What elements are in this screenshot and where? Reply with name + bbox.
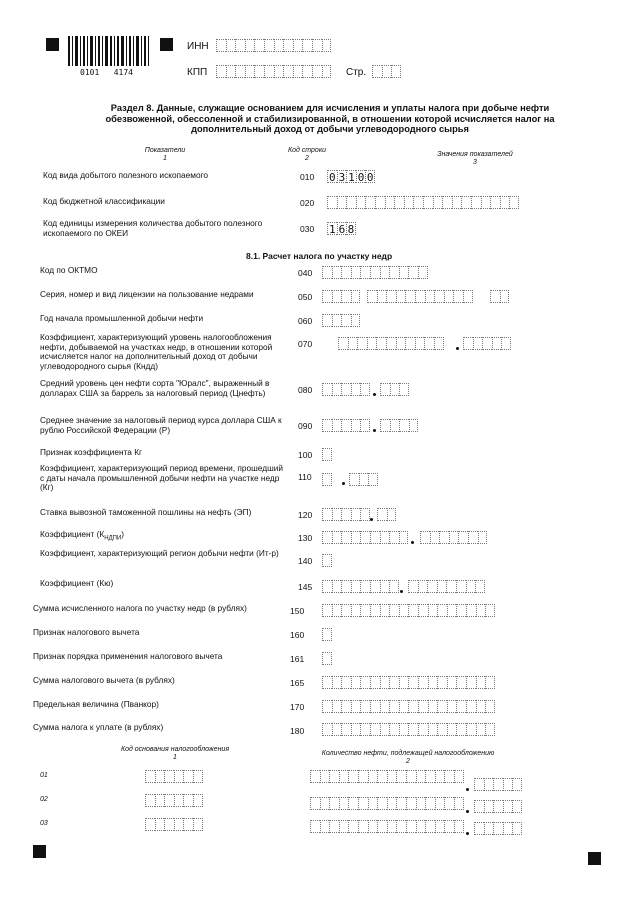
decimal-point — [400, 590, 403, 593]
row-code: 090 — [298, 421, 313, 431]
row-label: Ставка вывозной таможенной пошлины на нефть (ЭП) — [40, 507, 252, 517]
decimal-point — [456, 347, 459, 350]
row-code: 010 — [300, 172, 315, 182]
inn-label: ИНН — [187, 41, 209, 52]
kndpi-fraction-field[interactable] — [420, 531, 487, 544]
row-code: 050 — [298, 292, 313, 302]
oktmo-field[interactable] — [322, 266, 428, 279]
row-code: 145 — [298, 582, 313, 592]
row-label: Год начала промышленной добычи нефти — [40, 313, 204, 323]
mineral-type-code-field[interactable]: 0 3 1 0 0 — [328, 171, 374, 184]
calculated-tax-field[interactable] — [322, 604, 495, 617]
row-label: Коэффициент, характеризующий период времени, прошедший с даты начала промышленной добычи нефти на участке недр (Кг) — [40, 463, 284, 493]
decimal-point — [466, 788, 469, 791]
deduction-order-field[interactable] — [322, 652, 332, 665]
basis-code-field[interactable] — [145, 794, 203, 807]
row-code: 060 — [298, 316, 313, 326]
decimal-point — [370, 518, 373, 521]
col-header-basis-code: Код основания налогообложения 1 — [120, 746, 230, 761]
row-code: 180 — [290, 726, 305, 736]
col-header-oil-quantity: Количество нефти, подлежащей налогообложению 2 — [321, 750, 495, 765]
kndpi-integer-field[interactable] — [322, 531, 408, 544]
row-code: 110 — [298, 472, 312, 482]
col-header-values: Значения показателей 3 — [437, 151, 513, 166]
kyu-fraction-field[interactable] — [408, 580, 485, 593]
row-number: 02 — [40, 796, 48, 803]
export-duty-fraction-field[interactable] — [377, 508, 396, 521]
usd-rate-fraction-field[interactable] — [380, 419, 418, 432]
oil-quantity-fraction-field[interactable] — [474, 800, 522, 813]
row-code: 080 — [298, 385, 313, 395]
row-code: 100 — [298, 450, 313, 460]
corner-marker-top-right — [160, 38, 173, 51]
inn-field[interactable] — [216, 39, 331, 52]
corner-marker-bottom-left — [33, 845, 46, 858]
deduction-flag-field[interactable] — [322, 628, 332, 641]
row-label: Коэффициент $(К_{НДПИ})$ — [40, 529, 125, 542]
row-label: Средний уровень цен нефти сорта "Юралс", выраженный в долларах США за баррель за налоговый период (Цнефть) — [40, 378, 270, 398]
okei-code-field[interactable]: 1 6 8 — [328, 223, 355, 236]
row-code: 130 — [298, 533, 313, 543]
row-label: Сумма исчисленного налога по участку недр (в рублях) — [33, 603, 247, 613]
basis-code-field[interactable] — [145, 818, 203, 831]
kpp-label: КПП — [187, 67, 208, 78]
kg-integer-field[interactable] — [322, 473, 332, 486]
col-header-indicators: Показатели 1 — [144, 147, 186, 162]
row-code: 030 — [300, 224, 315, 234]
row-code: 070 — [298, 339, 313, 349]
license-type-field[interactable] — [490, 290, 509, 303]
row-label: Сумма налога к уплате (в рублях) — [33, 722, 164, 732]
decimal-point — [411, 541, 414, 544]
row-code: 120 — [298, 510, 313, 520]
urals-price-integer-field[interactable] — [322, 383, 370, 396]
region-coefficient-field[interactable] — [322, 554, 332, 567]
barcode-number: 0101 4174 — [80, 68, 133, 77]
row-label: Код единицы измерения количества добытого полезного ископаемого по ОКЕИ — [43, 218, 263, 238]
subsection-title: 8.1. Расчет налога по участку недр — [246, 251, 393, 261]
row-label: Признак налогового вычета — [33, 627, 140, 637]
decimal-point — [466, 832, 469, 835]
row-number: 03 — [40, 820, 48, 827]
row-label: Код по ОКТМО — [40, 265, 98, 275]
row-number: 01 — [40, 772, 48, 779]
decimal-point — [373, 393, 376, 396]
oil-quantity-integer-field[interactable] — [310, 770, 464, 783]
row-label: Признак порядка применения налогового вычета — [33, 651, 223, 661]
oil-quantity-integer-field[interactable] — [310, 797, 464, 810]
kg-flag-field[interactable] — [322, 448, 332, 461]
row-code: 040 — [298, 268, 313, 278]
section-title: Раздел 8. Данные, служащие основанием для исчисления и уплаты налога при добыче нефти обезвоженной, обессоленной и стабилизированной, в отношении которой исчисляется налог на дополнительный доход от добычи углеводородного сырья — [105, 103, 555, 134]
kg-fraction-field[interactable] — [349, 473, 378, 486]
row-code: 161 — [290, 654, 305, 664]
license-number-field[interactable] — [367, 290, 473, 303]
row-code: 150 — [290, 606, 305, 616]
oil-quantity-fraction-field[interactable] — [474, 822, 522, 835]
row-code: 020 — [300, 198, 315, 208]
row-code: 170 — [290, 702, 305, 712]
kndd-fraction-field[interactable] — [463, 337, 511, 350]
basis-code-field[interactable] — [145, 770, 203, 783]
deduction-amount-field[interactable] — [322, 676, 495, 689]
row-label: Признак коэффициента Кг — [40, 447, 143, 457]
row-label: Сумма налогового вычета (в рублях) — [33, 675, 175, 685]
license-series-field[interactable] — [322, 290, 360, 303]
oil-quantity-integer-field[interactable] — [310, 820, 464, 833]
corner-marker-bottom-right — [588, 852, 601, 865]
production-start-year-field[interactable] — [322, 314, 360, 327]
corner-marker-top-left — [46, 38, 59, 51]
row-label: Код бюджетной классификации — [43, 196, 165, 206]
row-label: Коэффициент, характеризующий уровень налогообложения нефти, добываемой на участках недр, в отношении которой исчисляется налог на дополнительный доход от добычи углеводородного сырья (Кндд) — [40, 332, 273, 371]
row-label: Предельная величина (Пванкор) — [33, 699, 159, 709]
tax-payable-field[interactable] — [322, 723, 495, 736]
kndd-integer-field[interactable] — [338, 337, 444, 350]
row-label: Код вида добытого полезного ископаемого — [43, 170, 209, 180]
row-label: Коэффициент, характеризующий регион добычи нефти (Ит-р) — [40, 548, 279, 558]
row-code: 140 — [298, 556, 313, 566]
page-number-field[interactable] — [372, 65, 401, 78]
kpp-field[interactable] — [216, 65, 331, 78]
urals-price-fraction-field[interactable] — [380, 383, 409, 396]
budget-classification-field[interactable] — [327, 196, 519, 209]
usd-rate-integer-field[interactable] — [322, 419, 370, 432]
oil-quantity-fraction-field[interactable] — [474, 778, 522, 791]
decimal-point — [466, 810, 469, 813]
decimal-point — [342, 482, 345, 485]
page-label: Стр. — [346, 67, 367, 78]
kyu-integer-field[interactable] — [322, 580, 399, 593]
row-code: 165 — [290, 678, 305, 688]
decimal-point — [373, 429, 376, 432]
row-code: 160 — [290, 630, 305, 640]
row-label: Серия, номер и вид лицензии на пользование недрами — [40, 289, 254, 299]
row-label: Среднее значение за налоговый период курса доллара США к рублю Российской Федерации (Р) — [40, 415, 282, 435]
export-duty-integer-field[interactable] — [322, 508, 370, 521]
row-label: Коэффициент (Кю) — [40, 578, 114, 588]
barcode — [68, 36, 150, 68]
pvankor-field[interactable] — [322, 700, 495, 713]
col-header-line-code: Код строки 2 — [287, 147, 327, 162]
